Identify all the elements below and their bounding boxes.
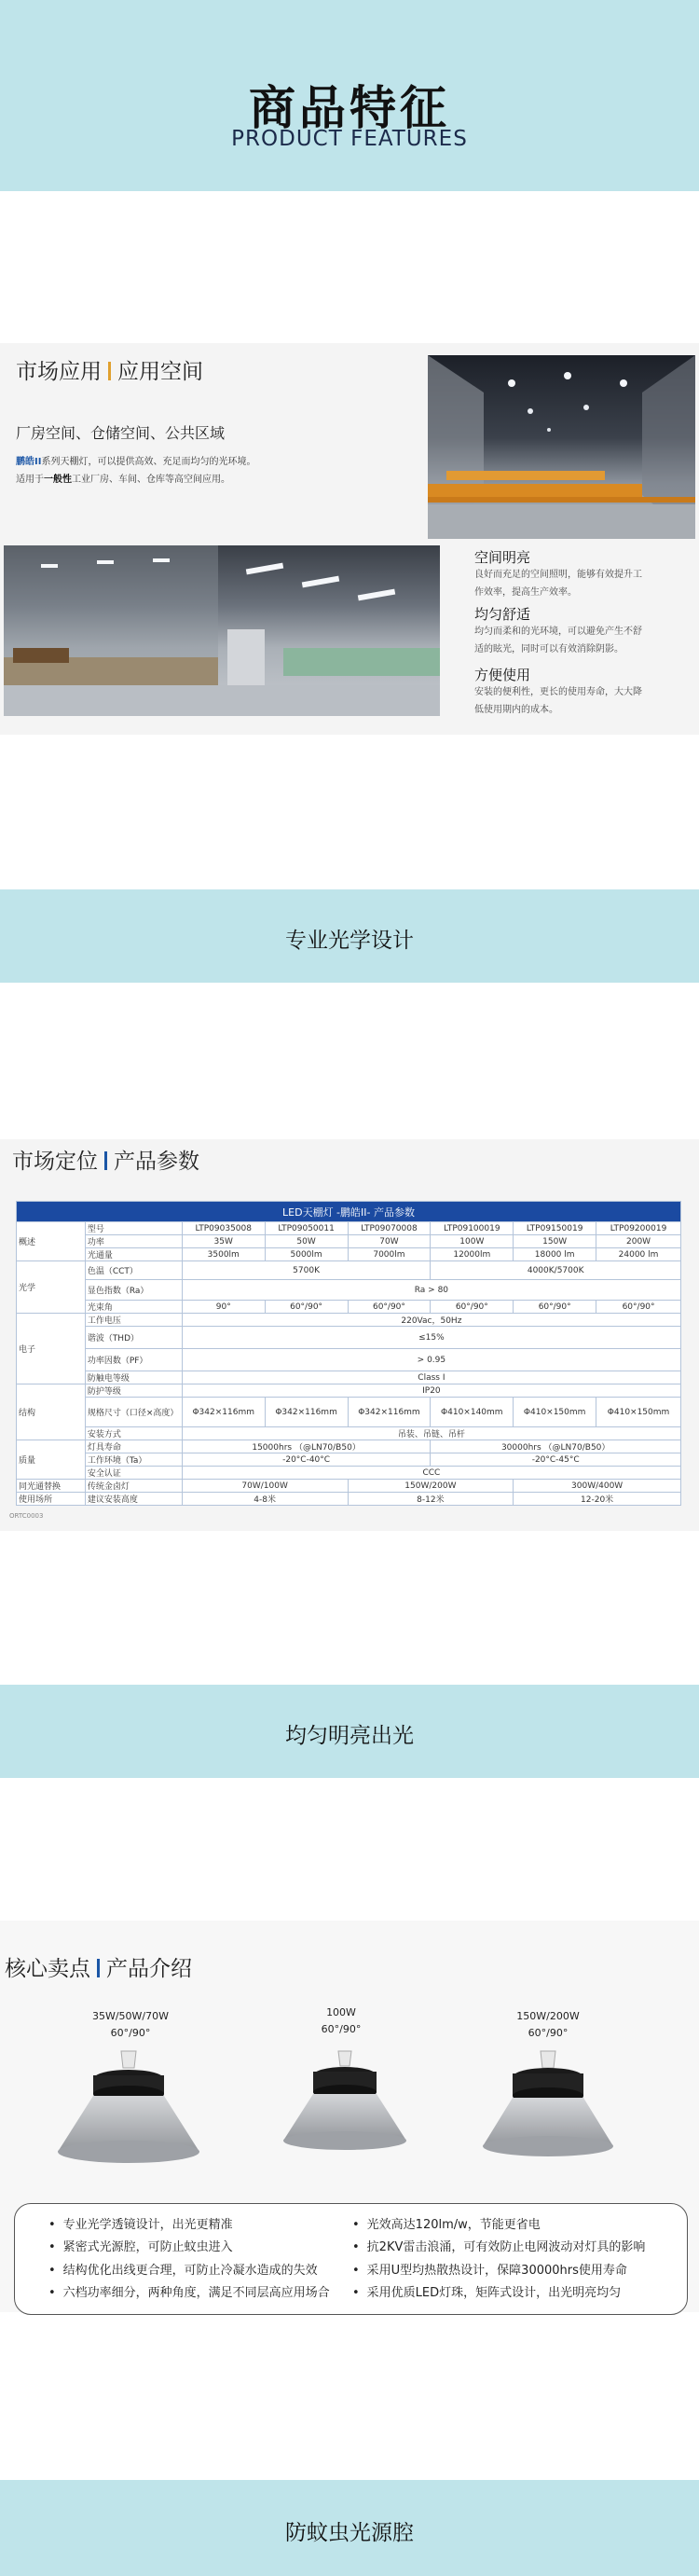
table-cell: 35W bbox=[182, 1235, 265, 1248]
feature-title-uniform: 均匀舒适 bbox=[474, 606, 531, 623]
market-desc-line2: 适用于一般性工业厂房、车间、仓库等高空间应用。 bbox=[16, 475, 230, 485]
table-cell: 12-20米 bbox=[514, 1493, 681, 1506]
insect-band-title: 防蚊虫光源腔 bbox=[285, 2521, 414, 2545]
table-cell: LTP09035008 bbox=[182, 1222, 265, 1235]
cat-quality: 质量 bbox=[17, 1440, 86, 1480]
table-cell: Class I bbox=[182, 1371, 680, 1384]
table-cell: 150W/200W bbox=[348, 1480, 514, 1493]
table-cell: 4-8米 bbox=[182, 1493, 348, 1506]
table-cell: 4000K/5700K bbox=[431, 1261, 681, 1280]
row-label-beam: 光束角 bbox=[85, 1301, 182, 1314]
highbay-lamp-image bbox=[280, 2047, 410, 2157]
warehouse-photo bbox=[428, 355, 695, 539]
header-band bbox=[0, 0, 699, 191]
uniform-band bbox=[0, 1685, 699, 1778]
table-cell: 7000lm bbox=[348, 1248, 431, 1261]
lamp-caption-2: 100W 60°/90° bbox=[321, 2006, 362, 2035]
table-cell: 60°/90° bbox=[514, 1301, 596, 1314]
table-cell: LTP09150019 bbox=[514, 1222, 596, 1235]
page-title-en: PRODUCT FEATURES bbox=[231, 127, 468, 151]
highbay-lamp-image bbox=[54, 2047, 203, 2169]
table-cell: 90° bbox=[182, 1301, 265, 1314]
row-label-install: 安装方式 bbox=[85, 1427, 182, 1440]
row-label-ra: 显色指数（Ra） bbox=[85, 1280, 182, 1301]
lamp-caption-1: 35W/50W/70W 60°/90° bbox=[91, 2010, 170, 2039]
table-cell: 60°/90° bbox=[596, 1301, 681, 1314]
market-heading bbox=[16, 354, 203, 385]
table-cell: 3500lm bbox=[182, 1248, 265, 1261]
table-cell: 5700K bbox=[182, 1261, 431, 1280]
selling-point: • 光效高达120lm/w，节能更省电 bbox=[352, 2214, 541, 2232]
table-cell: Φ342×116mm bbox=[348, 1398, 431, 1427]
selling-point: • 采用优质LED灯珠，矩阵式设计，出光明亮均匀 bbox=[352, 2282, 621, 2300]
table-cell: LTP09200019 bbox=[596, 1222, 681, 1235]
cat-optical: 光学 bbox=[17, 1261, 86, 1314]
factory-photo bbox=[4, 545, 440, 716]
spec-table bbox=[16, 1201, 681, 1506]
heading-divider bbox=[108, 362, 111, 380]
row-label-height: 建议安装高度 bbox=[85, 1493, 182, 1506]
cat-structure: 结构 bbox=[17, 1384, 86, 1440]
table-title: LED天棚灯 -鹏皓II- 产品参数 bbox=[17, 1202, 681, 1222]
heading-divider bbox=[97, 1959, 100, 1977]
market-heading-b: 应用空间 bbox=[117, 360, 203, 384]
table-cell: 70W/100W bbox=[182, 1480, 348, 1493]
table-cell: 8-12米 bbox=[348, 1493, 514, 1506]
core-heading: 核心卖点 产品介绍 bbox=[5, 1957, 192, 1981]
table-cell: 24000 lm bbox=[596, 1248, 681, 1261]
feature-desc-easy-1: 安装的便利性，更长的使用寿命，大大降 bbox=[474, 687, 642, 697]
row-label-class: 防触电等级 bbox=[85, 1371, 182, 1384]
table-cell: 60°/90° bbox=[265, 1301, 348, 1314]
table-cell: LTP09050011 bbox=[265, 1222, 348, 1235]
table-cell: Φ410×140mm bbox=[431, 1398, 514, 1427]
page-title-cn: 商品特征 bbox=[249, 81, 450, 135]
row-label-flux: 光通量 bbox=[85, 1248, 182, 1261]
feature-desc-uniform-1: 均匀而柔和的光环境，可以避免产生不舒 bbox=[474, 627, 642, 637]
table-cell: IP20 bbox=[182, 1384, 680, 1398]
table-cell: LTP09070008 bbox=[348, 1222, 431, 1235]
table-cell: Ra > 80 bbox=[182, 1280, 680, 1301]
table-cell: 60°/90° bbox=[348, 1301, 431, 1314]
table-cell: 30000hrs （@LN70/B50） bbox=[431, 1440, 681, 1453]
table-cell: -20°C-45°C bbox=[431, 1453, 681, 1467]
table-cell: 70W bbox=[348, 1235, 431, 1248]
heading-divider bbox=[104, 1151, 107, 1170]
market-subhead: 厂房空间、仓储空间、公共区域 bbox=[16, 424, 226, 442]
cat-overview: 概述 bbox=[17, 1222, 86, 1261]
table-cell: 18000 lm bbox=[514, 1248, 596, 1261]
row-label-life: 灯具寿命 bbox=[85, 1440, 182, 1453]
table-cell: Φ410×150mm bbox=[514, 1398, 596, 1427]
table-cell: 5000lm bbox=[265, 1248, 348, 1261]
table-cell: 220Vac，50Hz bbox=[182, 1314, 680, 1327]
selling-point: • 紧密式光源腔，可防止蚊虫进入 bbox=[48, 2237, 233, 2254]
table-cell: 吊装、吊链、吊杆 bbox=[182, 1427, 680, 1440]
selling-point: • 抗2KV雷击浪涌，可有效防止电网波动对灯具的影响 bbox=[352, 2237, 645, 2254]
feature-desc-bright-1: 良好而充足的空间照明，能够有效提升工 bbox=[474, 570, 642, 580]
row-label-thd: 谐波（THD） bbox=[85, 1327, 182, 1349]
row-label-ip: 防护等级 bbox=[85, 1384, 182, 1398]
table-cell: 150W bbox=[514, 1235, 596, 1248]
lamp-caption-3: 150W/200W 60°/90° bbox=[516, 2010, 580, 2039]
table-cell: Φ342×116mm bbox=[265, 1398, 348, 1427]
cat-electric: 电子 bbox=[17, 1314, 86, 1384]
row-label-ta: 工作环境（Ta） bbox=[85, 1453, 182, 1467]
feature-title-easy: 方便使用 bbox=[474, 667, 531, 683]
table-cell: 50W bbox=[265, 1235, 348, 1248]
selling-point: • 采用U型均热散热设计，保障30000hrs使用寿命 bbox=[352, 2260, 627, 2278]
table-cell: 15000hrs （@LN70/B50） bbox=[182, 1440, 431, 1453]
cat-replace: 同光通替换 bbox=[17, 1480, 86, 1493]
feature-desc-easy-2: 低使用期内的成本。 bbox=[474, 705, 558, 715]
row-label-trad: 传统金卤灯 bbox=[85, 1480, 182, 1493]
row-label-cert: 安全认证 bbox=[85, 1467, 182, 1480]
market-heading-a: 市场应用 bbox=[16, 360, 102, 384]
brand-name: 鹏皓II bbox=[16, 457, 42, 467]
params-heading: 市场定位 产品参数 bbox=[12, 1150, 199, 1174]
table-cell: LTP09100019 bbox=[431, 1222, 514, 1235]
feature-title-bright: 空间明亮 bbox=[474, 549, 531, 566]
insect-band bbox=[0, 2480, 699, 2576]
row-label-cct: 色温（CCT） bbox=[85, 1261, 182, 1280]
row-label-voltage: 工作电压 bbox=[85, 1314, 182, 1327]
feature-desc-bright-2: 作效率，提高生产效率。 bbox=[474, 587, 577, 598]
row-label-size: 规格尺寸（口径×高度） bbox=[85, 1398, 182, 1427]
feature-desc-uniform-2: 适的眩光，同时可以有效消除阴影。 bbox=[474, 644, 624, 654]
table-cell: 60°/90° bbox=[431, 1301, 514, 1314]
table-cell: 300W/400W bbox=[514, 1480, 681, 1493]
table-cell: ≤15% bbox=[182, 1327, 680, 1349]
optical-band-title: 专业光学设计 bbox=[285, 929, 414, 953]
table-footnote: ORTC0003 bbox=[9, 1512, 44, 1520]
table-cell: > 0.95 bbox=[182, 1349, 680, 1371]
table-cell: Φ410×150mm bbox=[596, 1398, 681, 1427]
highbay-lamp-image bbox=[479, 2047, 617, 2163]
uniform-band-title: 均匀明亮出光 bbox=[285, 1724, 414, 1748]
cat-place: 使用场所 bbox=[17, 1493, 86, 1506]
row-label-pf: 功率因数（PF） bbox=[85, 1349, 182, 1371]
selling-point: • 专业光学透镜设计，出光更精准 bbox=[48, 2214, 233, 2232]
selling-point: • 结构优化出线更合理，可防止冷凝水造成的失效 bbox=[48, 2260, 318, 2278]
table-cell: CCC bbox=[182, 1467, 680, 1480]
table-cell: 12000lm bbox=[431, 1248, 514, 1261]
optical-band bbox=[0, 889, 699, 983]
row-label-model: 型号 bbox=[85, 1222, 182, 1235]
selling-point: • 六档功率细分，两种角度，满足不同层高应用场合 bbox=[48, 2282, 330, 2300]
table-cell: Φ342×116mm bbox=[182, 1398, 265, 1427]
table-cell: 200W bbox=[596, 1235, 681, 1248]
table-cell: -20°C-40°C bbox=[182, 1453, 431, 1467]
table-cell: 100W bbox=[431, 1235, 514, 1248]
row-label-power: 功率 bbox=[85, 1235, 182, 1248]
market-desc-line1: 鹏皓II系列天棚灯，可以提供高效、充足而均匀的光环境。 bbox=[16, 457, 256, 467]
